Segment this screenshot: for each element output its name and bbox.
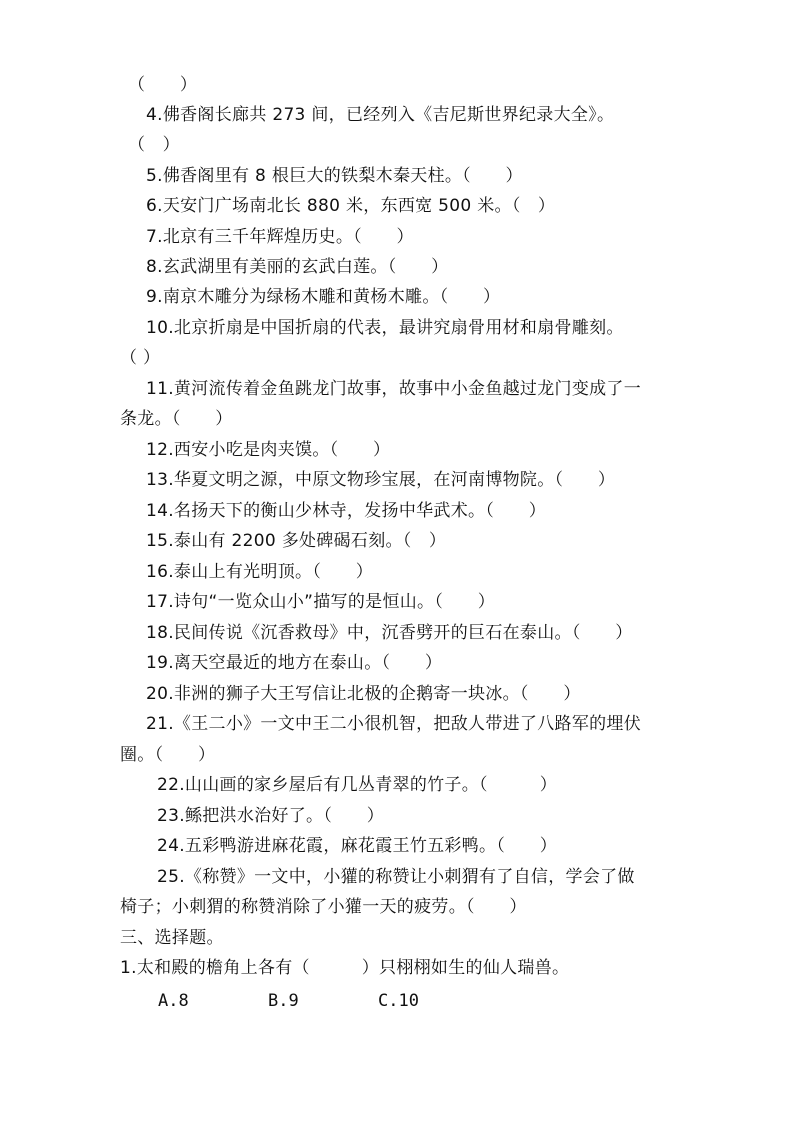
question-15: 15.泰山有 2200 多处碑碣石刻。（ ） bbox=[146, 531, 447, 551]
question-19: 19.离天空最近的地方在泰山。（ ） bbox=[146, 653, 443, 673]
option-b: B.9 bbox=[268, 991, 299, 1011]
section-heading: 三、选择题。 bbox=[120, 928, 224, 948]
question-13: 13.华夏文明之源，中原文物珍宝展，在河南博物院。（ ） bbox=[146, 470, 616, 490]
question-18: 18.民间传说《沉香救母》中，沉香劈开的巨石在泰山。（ ） bbox=[146, 623, 633, 643]
option-a: A.8 bbox=[158, 991, 189, 1011]
question-10: 10.北京折扇是中国折扇的代表，最讲究扇骨用材和扇骨雕刻。 bbox=[146, 318, 624, 338]
question-25-continued: 椅子；小刺猬的称赞消除了小獾一天的疲劳。（ ） bbox=[120, 897, 527, 917]
question-8: 8.玄武湖里有美丽的玄武白莲。（ ） bbox=[146, 257, 449, 277]
answer-blank: （ ） bbox=[120, 348, 161, 368]
question-4: 4.佛香阁长廊共 273 间，已经列入《吉尼斯世界纪录大全》。 bbox=[146, 105, 615, 125]
question-25: 25.《称赞》一文中，小獾的称赞让小刺猬有了自信，学会了做 bbox=[157, 867, 635, 887]
question-11: 11.黄河流传着金鱼跳龙门故事，故事中小金鱼越过龙门变成了一 bbox=[146, 379, 642, 399]
question-20: 20.非洲的狮子大王写信让北极的企鹅寄一块冰。（ ） bbox=[146, 684, 581, 704]
question-5: 5.佛香阁里有 8 根巨大的铁梨木秦天柱。（ ） bbox=[146, 166, 523, 186]
choice-question-1: 1.太和殿的檐角上各有（ ）只栩栩如生的仙人瑞兽。 bbox=[120, 958, 570, 978]
question-21-continued: 圈。（ ） bbox=[120, 745, 216, 765]
answer-blank: （ ） bbox=[128, 135, 180, 155]
question-23: 23.鲧把洪水治好了。（ ） bbox=[157, 806, 385, 826]
question-14: 14.名扬天下的衡山少林寺，发扬中华武术。（ ） bbox=[146, 501, 547, 521]
question-7: 7.北京有三千年辉煌历史。（ ） bbox=[146, 227, 414, 247]
answer-blank: （ ） bbox=[128, 75, 198, 95]
question-21: 21.《王二小》一文中王二小很机智，把敌人带进了八路军的埋伏 bbox=[146, 714, 642, 734]
question-12: 12.西安小吃是肉夹馍。（ ） bbox=[146, 440, 391, 460]
question-16: 16.泰山上有光明顶。（ ） bbox=[146, 562, 374, 582]
question-24: 24.五彩鸭游进麻花霞，麻花霞王竹五彩鸭。（ ） bbox=[157, 836, 558, 856]
question-9: 9.南京木雕分为绿杨木雕和黄杨木雕。（ ） bbox=[146, 287, 501, 307]
option-c: C.10 bbox=[378, 991, 419, 1011]
question-17: 17.诗句“一览众山小”描写的是恒山。（ ） bbox=[146, 592, 496, 612]
question-22: 22.山山画的家乡屋后有几丛青翠的竹子。（ ） bbox=[157, 775, 558, 795]
question-11-continued: 条龙。（ ） bbox=[120, 409, 233, 429]
question-6: 6.天安门广场南北长 880 米，东西宽 500 米。（ ） bbox=[146, 196, 556, 216]
